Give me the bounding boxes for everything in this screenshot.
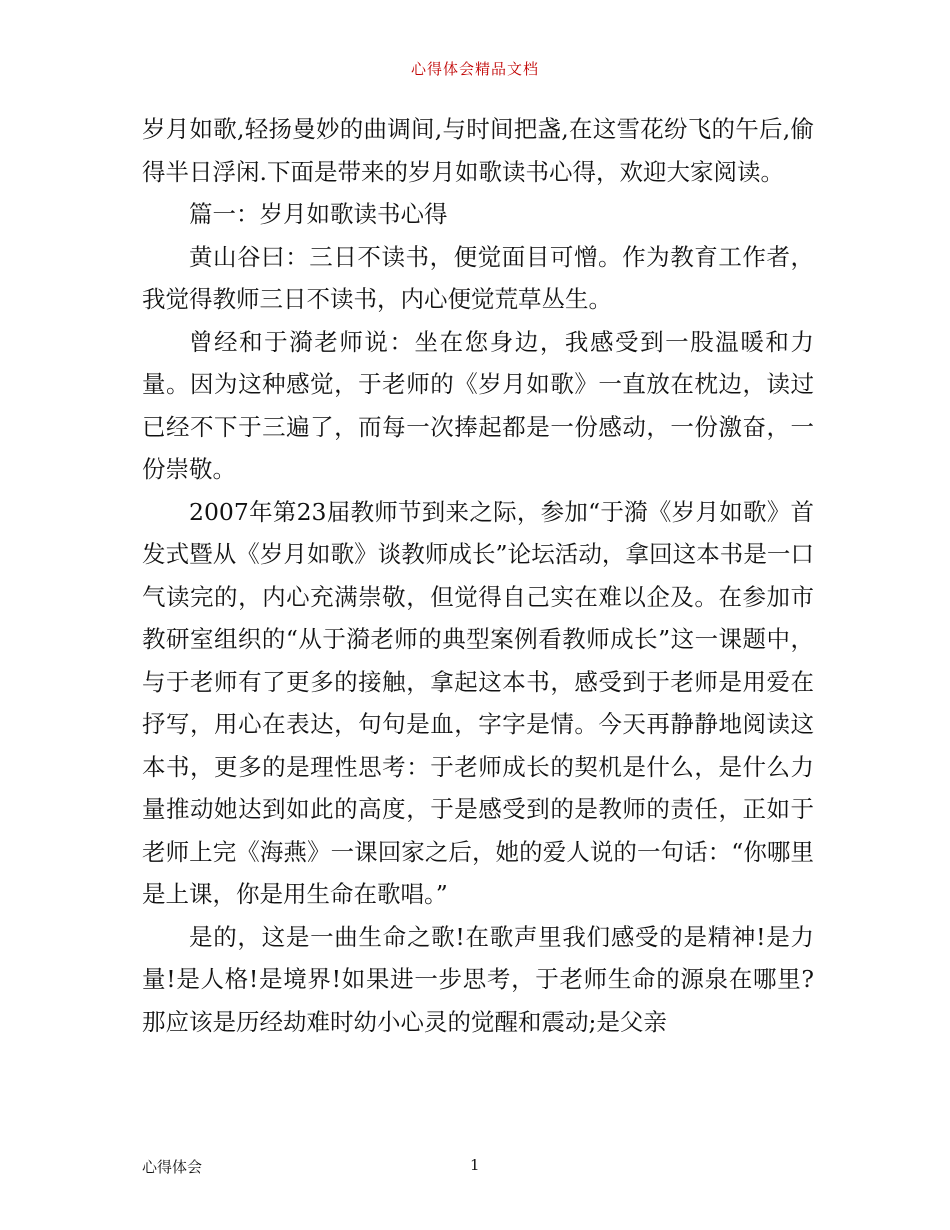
paragraph: 曾经和于漪老师说：坐在您身边，我感受到一股温暖和力量。因为这种感觉，于老师的《岁月如歌》一直放在枕边，读过已经不下于三遍了，而每一次捧起都是一份感动，一份激奋，一份崇敬。	[142, 327, 814, 483]
paragraph-intro: 岁月如歌,轻扬曼妙的曲调间,与时间把盏,在这雪花纷飞的午后,偷得半日浮闲.下面是带来的岁月如歌读书心得，欢迎大家阅读。	[142, 115, 814, 186]
paragraph: 是的，这是一曲生命之歌!在歌声里我们感受的是精神!是力量!是人格!是境界!如果进一步思考，于老师生命的源泉在哪里?那应该是历经劫难时幼小心灵的觉醒和震动;是父亲	[142, 922, 814, 1036]
paragraph: 2007年第23届教师节到来之际，参加“于漪《岁月如歌》首发式暨从《岁月如歌》谈教师成长”论坛活动，拿回这本书是一口气读完的，内心充满崇敬，但觉得自己实在难以企及。在参加市教研室组织的“从于漪老师的典型案例看教师成长”这一课题中，与于老师有了更多的接触，拿起这本书，感受到于老师是用爱在抒写，用心在表达，句句是血，字字是情。今天再静静地阅读这本书，更多的是理性思考：于老师成长的契机是什么，是什么力量推动她达到如此的高度，于是感受到的是教师的责任，正如于老师上完《海燕》一课回家之后，她的爱人说的一句话：“你哪里是上课，你是用生命在歌唱。”	[142, 497, 814, 908]
document-body	[142, 108, 814, 1043]
page-header-title: 心得体会精品文档	[410, 60, 539, 78]
paragraph: 黄山谷曰：三日不读书，便觉面目可憎。作为教育工作者，我觉得教师三日不读书，内心便觉荒草丛生。	[142, 242, 814, 313]
page-number: 1	[470, 1156, 480, 1174]
section-heading: 篇一：岁月如歌读书心得	[189, 200, 448, 228]
footer-label: 心得体会	[142, 1158, 203, 1176]
